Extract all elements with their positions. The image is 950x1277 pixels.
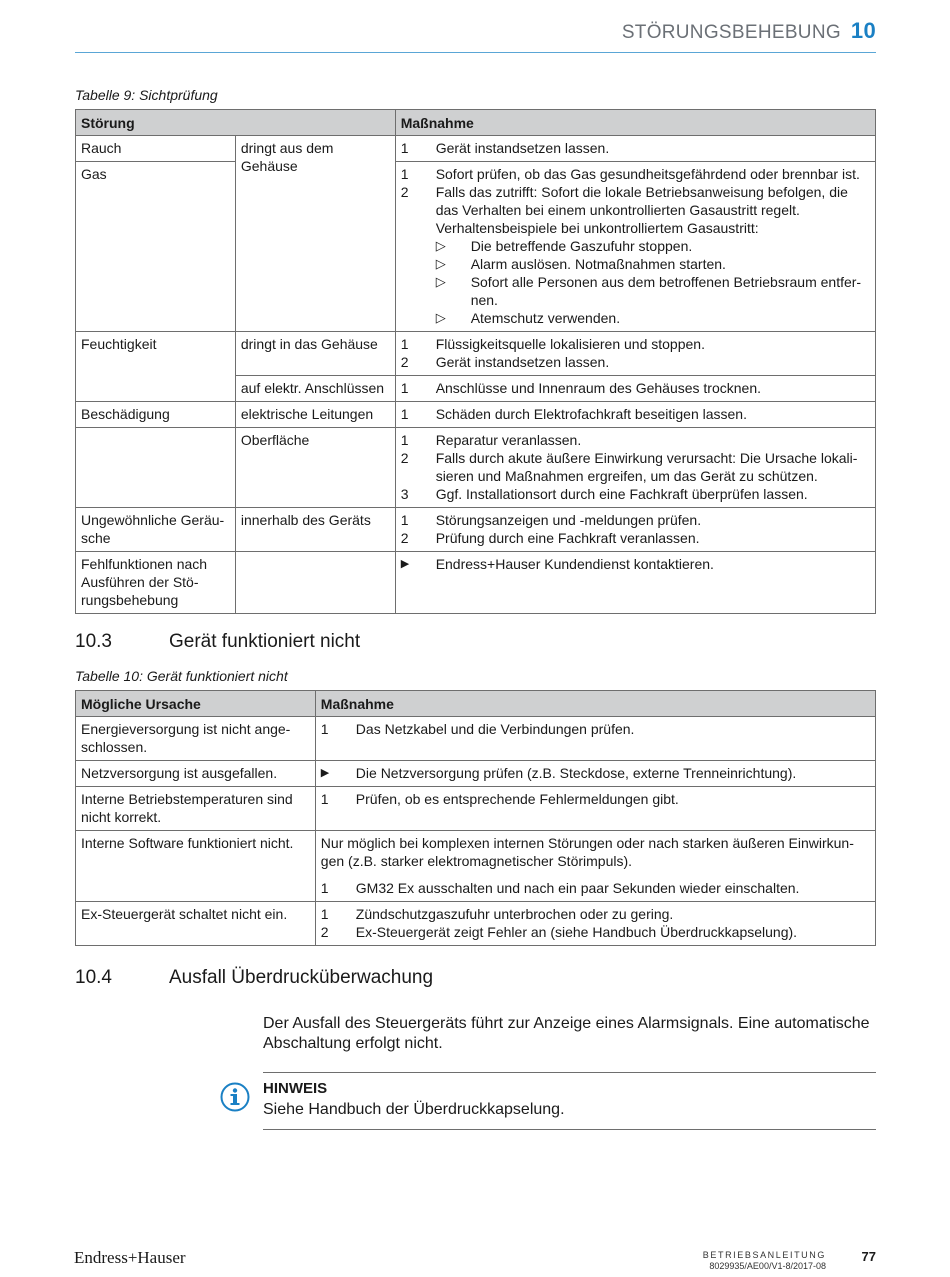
table-row: [76, 902, 876, 946]
table9-caption: Tabelle 9: Sichtprüfung: [75, 87, 218, 103]
cell-ursache: Interne Betriebstemperaturen sind nicht korrekt.: [76, 787, 316, 831]
step-text: Schäden durch Elektrofachkraft beseitigen lassen.: [435, 406, 747, 422]
table-row: [76, 761, 876, 787]
step-number: 1: [320, 721, 329, 737]
cell-ursache: Interne Software funktioniert nicht.: [76, 831, 316, 902]
cell-massnahme: [315, 787, 875, 831]
step-text: GM32 Ex ausschalten und nach ein paar Sekunden wieder einschalten.: [355, 880, 800, 896]
step-number: 1: [320, 880, 329, 896]
step-number: 3: [400, 486, 409, 502]
table-row: [76, 552, 876, 614]
triangle-bullet-icon: ▷: [435, 238, 446, 253]
table-row: [76, 402, 876, 428]
section-title: Ausfall Überdrucküberwachung: [169, 967, 434, 988]
cell-massnahme: [395, 402, 875, 428]
page-number: 77: [861, 1249, 876, 1264]
table-header-row: [76, 691, 876, 717]
table-sichtpruefung: [75, 109, 876, 614]
note-box: [263, 1072, 876, 1130]
cell-stoerung: Gas: [76, 162, 236, 332]
cell-ursache: Netzversorgung ist ausgefallen.: [76, 761, 316, 787]
section-10-4-text: Der Ausfall des Steuergeräts führt zur Anzeige eines Alarmsignals. Eine automatische Abschaltung erfolgt nicht.: [263, 1015, 870, 1052]
step-text: Prüfung durch eine Fachkraft veranlassen.: [435, 530, 700, 546]
section-title: Gerät funktioniert nicht: [169, 631, 361, 652]
document-info: [703, 1250, 826, 1272]
document-id: 8029935/AE00/V1-8/2017-08: [709, 1261, 826, 1271]
cell-ort: dringt in das Gehäuse: [235, 332, 395, 376]
cell-massnahme: [395, 332, 875, 376]
cell-ort-empty: [235, 552, 395, 614]
step-number: 1: [400, 166, 409, 182]
table-row: [76, 717, 876, 761]
step-number: 1: [320, 791, 329, 807]
sub-step-text: Alarm auslösen. Notmaßnahmen starten.: [470, 256, 726, 272]
document-type: BETRIEBSANLEITUNG: [702, 1250, 826, 1260]
step-text: Das Netzkabel und die Verbindungen prüfen.: [355, 721, 635, 737]
step-number: 1: [400, 512, 409, 528]
sub-step-text: Sofort alle Personen aus dem betroffenen Betriebsraum entfer-nen.: [470, 274, 862, 308]
header-massnahme: Maßnahme: [315, 691, 875, 717]
table10-caption: Tabelle 10: Gerät funktioniert nicht: [75, 668, 288, 684]
step-number: 1: [400, 380, 409, 396]
sub-step-text: Atemschutz verwenden.: [470, 310, 621, 326]
cell-stoerung: Ungewöhnliche Geräu-sche: [76, 508, 236, 552]
cell-ursache: Energieversorgung ist nicht ange-schlossen.: [76, 717, 316, 761]
step-number: 2: [400, 530, 409, 546]
table-geraet-funktioniert-nicht: [75, 690, 876, 946]
step-text: Flüssigkeitsquelle lokalisieren und stoppen.: [435, 336, 705, 352]
header-massnahme: Maßnahme: [395, 110, 875, 136]
arrow-right-icon: ▶: [320, 767, 330, 779]
cell-ort: auf elektr. Anschlüssen: [235, 376, 395, 402]
triangle-bullet-icon: ▷: [435, 256, 446, 271]
info-icon: [220, 1082, 250, 1112]
header-ursache: Mögliche Ursache: [76, 691, 316, 717]
step-number: 1: [400, 140, 409, 156]
section-number: 10.3: [75, 631, 112, 652]
cell-massnahme: [395, 162, 875, 332]
step-number: 1: [400, 432, 409, 448]
step-number: 1: [320, 906, 329, 922]
table-row: [76, 332, 876, 376]
table-row: [76, 831, 876, 902]
step-text: Zündschutzgaszufuhr unterbrochen oder zu gering.: [355, 906, 674, 922]
chapter-title: STÖRUNGSBEHEBUNG: [621, 22, 841, 43]
cell-ort: Oberfläche: [235, 428, 395, 508]
table-row: [76, 787, 876, 831]
cell-massnahme: [395, 508, 875, 552]
step-text: Falls das zutrifft: Sofort die lokale Betriebsanweisung befolgen, die das Verhalten bei einem unkontrollierten Gasaustritt regelt. Verhaltensbeispiele bei unkontrolliertem Gasaustritt:: [435, 184, 848, 236]
cell-massnahme: [395, 376, 875, 402]
step-text: Ex-Steuergerät zeigt Fehler an (siehe Handbuch Überdruckkapselung).: [355, 924, 798, 940]
table-row: [76, 428, 876, 508]
step-text: Reparatur veranlassen.: [435, 432, 582, 448]
triangle-bullet-icon: ▷: [435, 274, 446, 289]
cell-stoerung-empty: [76, 428, 236, 508]
cell-ort: innerhalb des Geräts: [235, 508, 395, 552]
step-text: Ggf. Installationsort durch eine Fachkraft überprüfen lassen.: [435, 486, 808, 502]
table-row: [76, 136, 876, 162]
intro-text: Nur möglich bei komplexen internen Störungen oder nach starken äußeren Einwirkun-gen (z.B. starker elektromagnetischer Störimpuls).: [320, 835, 854, 869]
table-row: [76, 162, 876, 332]
cell-massnahme: [315, 831, 875, 902]
cell-ort: dringt aus dem Gehäuse: [235, 136, 395, 332]
cell-stoerung: Fehlfunktionen nach Ausführen der Stö-rungsbehebung: [76, 552, 236, 614]
cell-massnahme: [315, 902, 875, 946]
cell-massnahme: [315, 761, 875, 787]
sub-step-text: Die betreffende Gaszufuhr stoppen.: [470, 238, 693, 254]
brand-logo: Endress+Hauser: [74, 1248, 186, 1267]
step-number: 2: [400, 184, 409, 200]
header-stoerung: Störung: [76, 110, 396, 136]
step-number: 1: [400, 406, 409, 422]
step-text: Die Netzversorgung prüfen (z.B. Steckdose, externe Trenneinrichtung).: [355, 765, 797, 781]
section-number: 10.4: [75, 967, 112, 988]
step-number: 2: [400, 354, 409, 370]
step-text: Prüfen, ob es entsprechende Fehlermeldungen gibt.: [355, 791, 679, 807]
note-title: HINWEIS: [263, 1080, 328, 1097]
table-header-row: [76, 110, 876, 136]
step-number: 1: [400, 336, 409, 352]
table-row: [76, 508, 876, 552]
section-10-3-heading: [75, 631, 360, 653]
triangle-bullet-icon: ▷: [435, 310, 446, 325]
step-text: Gerät instandsetzen lassen.: [435, 140, 610, 156]
step-text: Falls durch akute äußere Einwirkung verursacht: Die Ursache lokali-sieren und Maßnahmen ergreifen, um das Gerät zu schützen.: [435, 450, 858, 484]
section-10-4-heading: [75, 967, 433, 989]
arrow-right-icon: ▶: [400, 558, 410, 570]
cell-ort: elektrische Leitungen: [235, 402, 395, 428]
step-number: 2: [320, 924, 329, 940]
cell-massnahme: [395, 552, 875, 614]
chapter-heading: [622, 18, 876, 44]
cell-massnahme: [395, 428, 875, 508]
cell-ursache: Ex-Steuergerät schaltet nicht ein.: [76, 902, 316, 946]
cell-stoerung: Feuchtigkeit: [76, 332, 236, 402]
step-text: Sofort prüfen, ob das Gas gesundheitsgefährdend oder brennbar ist.: [435, 166, 860, 182]
step-text: Gerät instandsetzen lassen.: [435, 354, 610, 370]
note-text: Siehe Handbuch der Überdruckkapselung.: [263, 1101, 565, 1118]
step-text: Endress+Hauser Kundendienst kontaktieren.: [435, 556, 714, 572]
cell-massnahme: [395, 136, 875, 162]
step-number: 2: [400, 450, 409, 466]
step-text: Anschlüsse und Innenraum des Gehäuses trocknen.: [435, 380, 761, 396]
cell-stoerung: Rauch: [76, 136, 236, 162]
cell-massnahme: [315, 717, 875, 761]
chapter-number: 10: [850, 18, 876, 43]
step-text: Störungsanzeigen und -meldungen prüfen.: [435, 512, 702, 528]
cell-stoerung: Beschädigung: [76, 402, 236, 428]
page-header: [75, 14, 876, 53]
